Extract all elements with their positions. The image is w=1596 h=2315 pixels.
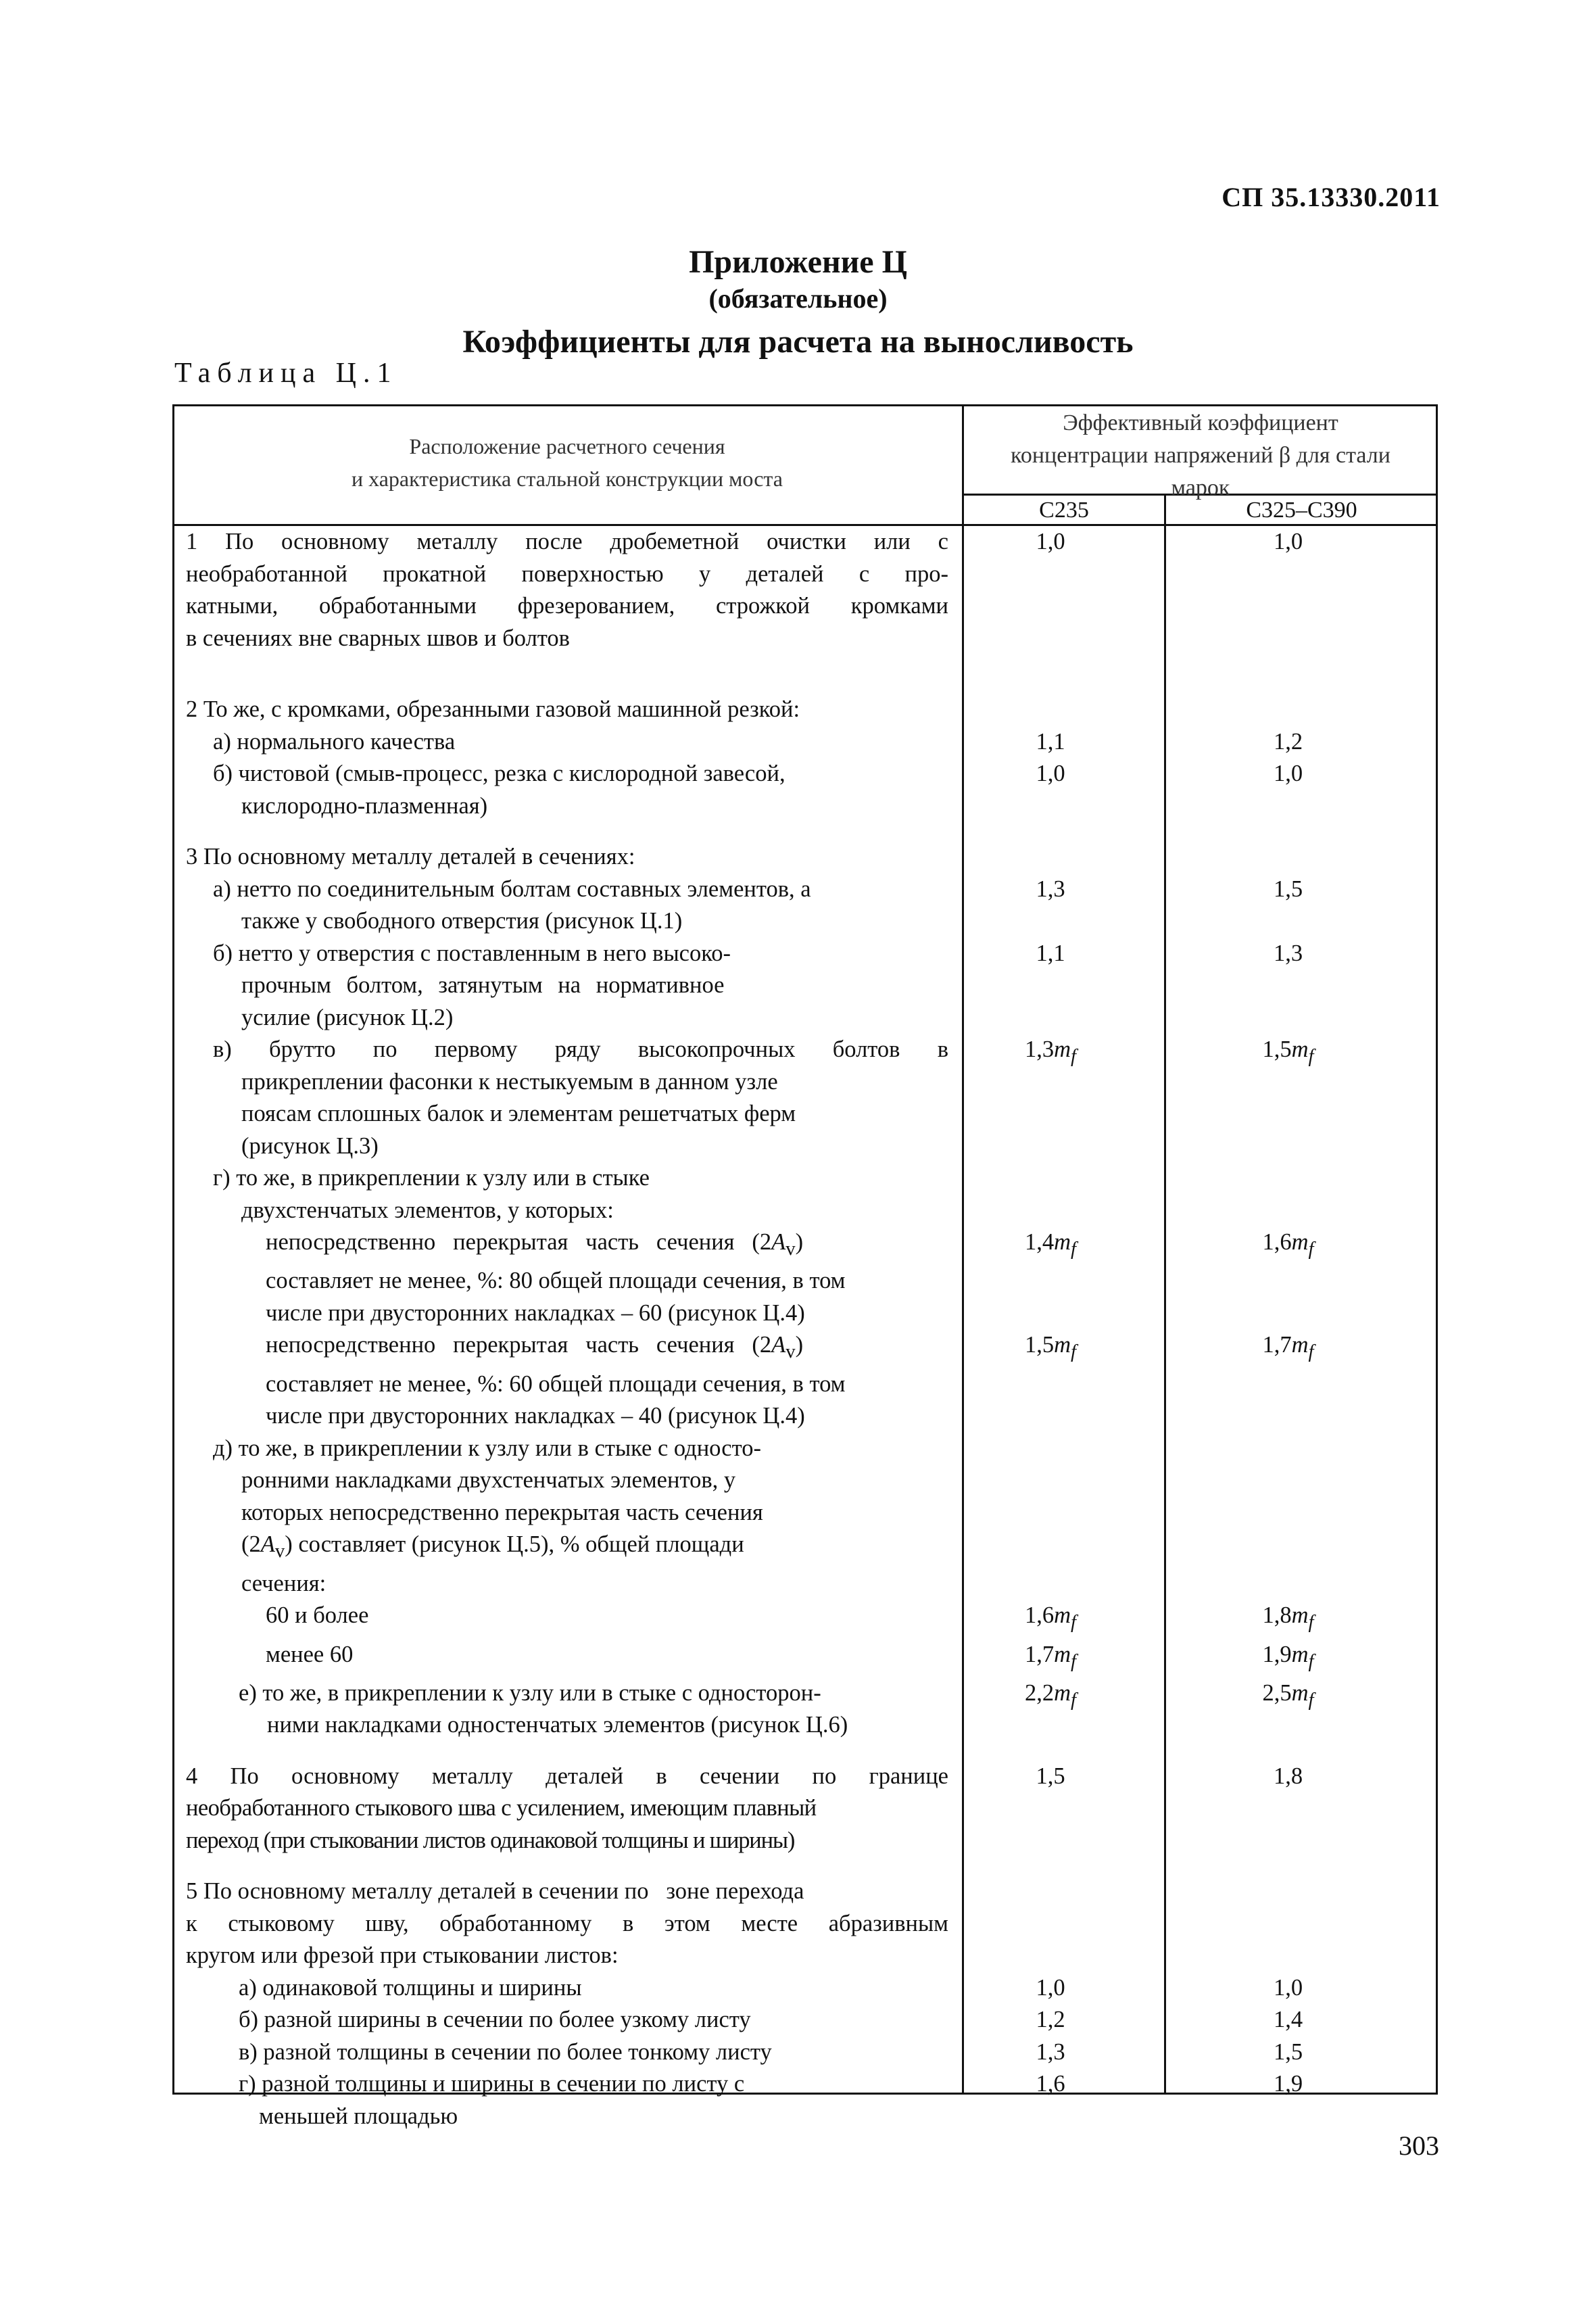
table-row	[172, 1876, 1438, 1972]
row-description: 3 По основному металлу деталей в сечениях:	[186, 844, 635, 869]
table-border-top	[172, 404, 1438, 406]
text-line: усилие (рисунок Ц.2)	[241, 1004, 454, 1030]
value-c325: $1,8m_f$	[1262, 1602, 1314, 1633]
table-row	[172, 1329, 1438, 1432]
text-line: ними накладками одностенчатых элементов (рисунок Ц.6)	[267, 1712, 848, 1738]
value-c325: $2,5m_f$	[1262, 1679, 1314, 1711]
value-c325: $1,9m_f$	[1262, 1641, 1314, 1672]
value-c325: 1,2	[1273, 728, 1303, 755]
value-c325: $1,5m_f$	[1262, 1036, 1314, 1067]
text-line: б) нетто у отверстия с поставленным в него высоко-	[213, 940, 731, 966]
text-line: в) брутто по первому ряду высокопрочных болтов в	[213, 1036, 948, 1062]
table-row	[172, 1761, 1438, 1857]
value-c325: 1,0	[1273, 1974, 1303, 2001]
row-description: б) разной ширины в сечении по более узкому листу	[239, 2007, 751, 2033]
text-line: б) чистовой (смыв-процесс, резка с кислородной завесой,	[213, 761, 785, 786]
table-row	[172, 874, 1438, 938]
value-c235: $1,4m_f$	[1024, 1229, 1077, 1260]
text-line: необработанной прокатной поверхностью у деталей с про-	[186, 560, 948, 587]
header-text: и характеристика стальной конструкции моста	[352, 467, 783, 491]
text-line: необработанного стыкового шва с усилением, имеющим плавный	[186, 1795, 817, 1821]
document-code: СП 35.13330.2011	[1222, 182, 1441, 212]
row-description	[172, 758, 948, 822]
text-line: переход (при стыковании листов одинаковой толщины и ширины)	[186, 1827, 795, 1853]
value-c235: 1,1	[1036, 728, 1065, 755]
value-c235: 1,3	[1036, 2038, 1065, 2065]
table-row	[172, 1972, 1438, 2005]
text-line: г) разной толщины и ширины в сечении по листу с	[239, 2071, 745, 2097]
text-line: 5 По основному металлу деталей в сечении по зоне перехода	[186, 1878, 804, 1905]
text-line: в сечениях вне сварных швов и болтов	[186, 625, 570, 651]
value-c235: $1,3m_f$	[1024, 1036, 1077, 1067]
value-c235: 1,6	[1036, 2071, 1065, 2097]
value-c325: 1,9	[1273, 2071, 1303, 2097]
value-c325: 1,0	[1273, 529, 1303, 554]
value-c235: $1,6m_f$	[1024, 1602, 1077, 1633]
table-row	[172, 726, 1438, 759]
text-line: а) нетто по соединительным болтам составных элементов, а	[213, 876, 811, 902]
row-description	[172, 1677, 948, 1742]
page-title: Коэффициенты для расчета на выносливость	[462, 324, 1134, 360]
text-line: непосредственно перекрытая часть сечения (2	[266, 1229, 772, 1255]
row-description	[172, 1761, 948, 1857]
text-line: е) то же, в прикреплении к узлу или в стыке с односторон-	[239, 1679, 821, 1706]
page-number: 303	[1399, 2130, 1439, 2161]
value-c235: $2,2m_f$	[1024, 1679, 1077, 1711]
row-description: непосредственно перекрытая часть сечения $(2A_v)$ составляет не менее, %: 80 общей площади сечения, в том числе при двусторонних накладках – 60 (рисунок Ц.4)	[172, 1226, 948, 1329]
row-description	[172, 2068, 948, 2132]
value-c325: 1,5	[1273, 2038, 1303, 2065]
text-line: к стыковому шву, обработанному в этом месте абразивным	[186, 1910, 948, 1936]
table-row	[172, 1639, 1438, 1677]
header-text: Расположение расчетного сечения	[409, 434, 725, 458]
table-row	[172, 1600, 1438, 1638]
header-coefficient-column	[964, 407, 1437, 504]
table-row	[172, 758, 1438, 822]
table-row	[172, 1226, 1438, 1329]
text-line: кругом или фрезой при стыковании листов:	[186, 1942, 619, 1969]
text-line: меньшей площадью	[259, 2103, 458, 2129]
annex-title: Приложение Ц	[689, 244, 907, 280]
header-text: концентрации напряжений β для стали	[1011, 443, 1391, 468]
table-row	[172, 841, 1438, 874]
table-row	[172, 1162, 1438, 1226]
table-row	[172, 2036, 1438, 2069]
value-c325: 1,0	[1273, 761, 1303, 786]
row-description: менее 60	[266, 1641, 354, 1667]
value-c235: 1,0	[1036, 1974, 1065, 2001]
row-description: непосредственно перекрытая часть сечения $(2A_v)$ составляет не менее, %: 60 общей площади сечения, в том числе при двусторонних накладках – 40 (рисунок Ц.4)	[172, 1329, 948, 1432]
table-row	[172, 526, 1438, 654]
row-description	[172, 938, 948, 1034]
value-c325: $1,6m_f$	[1262, 1229, 1314, 1260]
text-line: прочным болтом, затянутым на нормативное	[241, 972, 725, 998]
value-c235: 1,2	[1036, 2007, 1065, 2033]
value-c325: $1,7m_f$	[1262, 1332, 1314, 1363]
value-c235: $1,5m_f$	[1024, 1332, 1077, 1363]
text-line: катными, обработанными фрезерованием, строжкой кромками	[186, 593, 948, 619]
table-row	[172, 2068, 1438, 2132]
value-c235: 1,5	[1036, 1763, 1065, 1789]
value-c235: 1,0	[1036, 529, 1065, 554]
table-row	[172, 1433, 1438, 1600]
annex-status: (обязательное)	[708, 283, 888, 314]
row-description	[172, 694, 948, 726]
text-line: двухстенчатых элементов, у которых:	[241, 1197, 614, 1223]
text-line: ронними накладками двухстенчатых элементов, у	[241, 1467, 736, 1494]
text-line: числе при двусторонних накладках – 40 (рисунок Ц.4)	[266, 1403, 805, 1429]
text-line: которых непосредственно перекрытая часть сечения	[241, 1499, 763, 1525]
header-location-column	[172, 430, 962, 495]
text-line: г) то же, в прикреплении к узлу или в стыке	[213, 1165, 650, 1191]
value-c235: $1,7m_f$	[1024, 1641, 1077, 1672]
header-c235: С235	[1039, 498, 1089, 523]
header-text: Эффективный коэффициент	[1063, 410, 1338, 435]
text-line: д) то же, в прикреплении к узлу или в стыке с односто-	[213, 1435, 761, 1461]
table-label: Таблица Ц.1	[174, 358, 398, 389]
table-row	[172, 1677, 1438, 1742]
text-line: поясам сплошных балок и элементам решетчатых ферм	[241, 1101, 796, 1126]
value-c325: 1,5	[1273, 876, 1303, 902]
header-text: марок	[1171, 475, 1230, 500]
header-c325-c390: С325–С390	[1246, 498, 1357, 523]
coefficient-table	[172, 404, 1438, 2129]
value-c325: 1,8	[1273, 1763, 1303, 1789]
row-description: а) нормального качества	[213, 728, 456, 755]
table-row	[172, 1034, 1438, 1162]
value-c325: 1,4	[1273, 2007, 1303, 2033]
value-c325: 1,3	[1273, 940, 1303, 966]
text-line: числе при двусторонних накладках – 60 (рисунок Ц.4)	[266, 1299, 805, 1326]
row-description	[172, 1162, 948, 1226]
value-c235: 1,3	[1036, 876, 1065, 902]
text-line: (рисунок Ц.3)	[241, 1132, 379, 1159]
text-line: прикреплении фасонки к нестыкуемым в данном узле	[241, 1068, 778, 1095]
row-description	[172, 1876, 948, 1972]
value-c235: 1,1	[1036, 940, 1065, 966]
text-line: также у свободного отверстия (рисунок Ц.1)	[241, 908, 683, 934]
row-description	[172, 1034, 948, 1162]
row-description: а) одинаковой толщины и ширины	[239, 1974, 582, 2001]
row-description	[172, 526, 948, 654]
text-line: составляет не менее, %: 60 общей площади сечения, в том	[266, 1370, 846, 1397]
text-line: 4 По основному металлу деталей в сечении по границе	[186, 1763, 948, 1789]
text-line: составляет не менее, %: 80 общей площади сечения, в том	[266, 1268, 846, 1294]
row-description: д) то же, в прикреплении к узлу или в стыке с односто- ронними накладками двухстенчатых элементов, у которых непосредственно перекрытая часть сечения $(2A_v)$ составляет (рисунок Ц.5), % общей площади сечения:	[172, 1433, 948, 1600]
table-row	[172, 938, 1438, 1034]
row-description	[172, 874, 948, 938]
text-line: непосредственно перекрытая часть сечения (2	[266, 1332, 772, 1358]
text-line: 2 То же, с кромками, обрезанными газовой машинной резкой:	[186, 696, 800, 722]
row-description: в) разной толщины в сечении по более тонкому листу	[239, 2038, 772, 2065]
text-line: кислородно-плазменная)	[241, 792, 488, 819]
row-description: 60 и более	[266, 1602, 369, 1629]
value-c235: 1,0	[1036, 761, 1065, 786]
text-line: 1 По основному металлу после дробеметной очистки или с	[186, 529, 948, 554]
table-row	[172, 694, 1438, 726]
table-row	[172, 2004, 1438, 2036]
text-line: сечения:	[241, 1570, 327, 1596]
table-body	[172, 526, 1438, 2132]
